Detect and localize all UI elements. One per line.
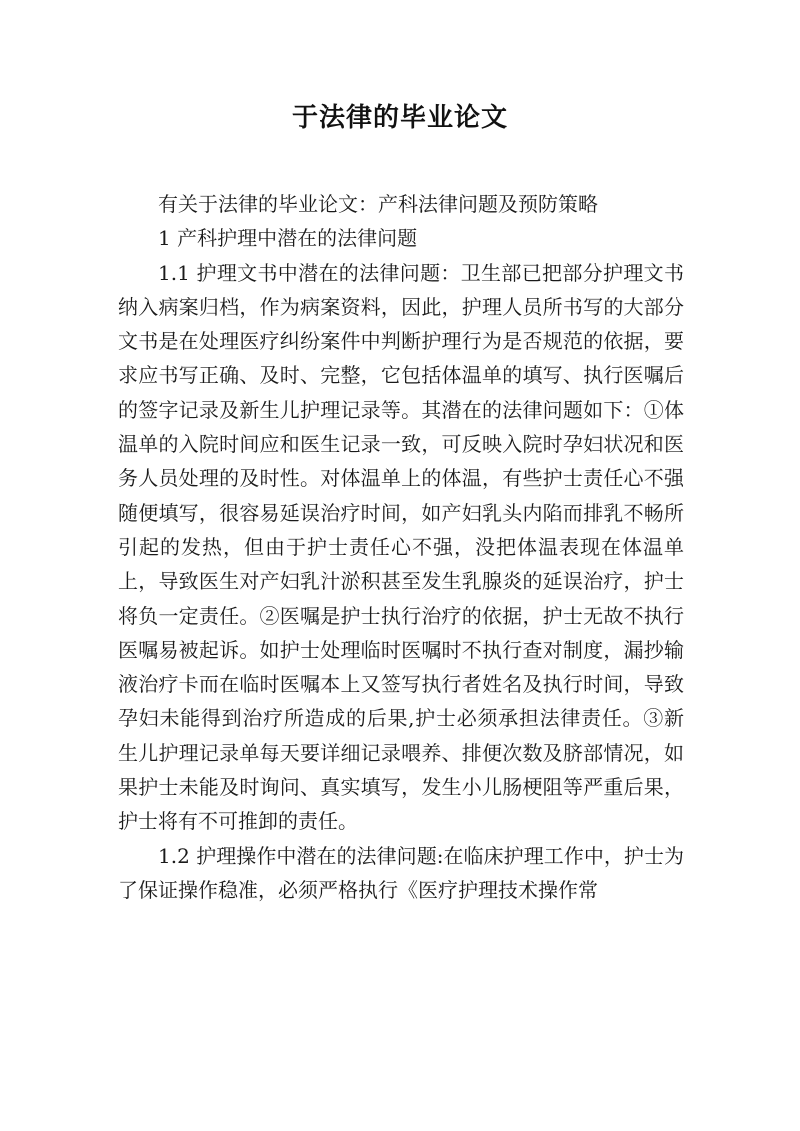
paragraph-section-1-2: 1.2 护理操作中潜在的法律问题:在临床护理工作中，护士为了保证操作稳准，必须严格执行《医疗护理技术操作常 bbox=[118, 843, 684, 902]
paragraph-section-heading: 1 产科护理中潜在的法律问题 bbox=[158, 226, 418, 251]
paragraph-subtitle: 有关于法律的毕业论文：产科法律问题及预防策略 bbox=[158, 192, 598, 216]
paragraph-section-1-1: 1.1 护理文书中潜在的法律问题：卫生部已把部分护理文书纳入病案归档，作为病案资料，因此，护理人员所书写的大部分文书是在处理医疗纠纷案件中判断护理行为是否规范的依据，要求应书写正确、及时、完整，它包括体温单的填写、执行医嘱后的签字记录及新生儿护理记录等。其潜在的法律问题如下：①体温单的入院时间应和医生记录一致，可反映入院时孕妇状况和医务人员处理的及时性。对体温单上的体温，有些护士责任心不强随便填写，很容易延误治疗时间，如产妇乳头内陷而排乳不畅所引起的发热，但由于护士责任心不强，没把体温表现在体温单上，导致医生对产妇乳汁淤积甚至发生乳腺炎的延误治疗，护士将负一定责任。②医嘱是护士执行治疗的依据，护士无故不执行医嘱易被起诉。如护士处理临时医嘱时不执行查对制度，漏抄输液治疗卡而在临时医嘱本上又签写执行者姓名及执行时间，导致孕妇未能得到治疗所造成的后果,护士必须承担法律责任。③新生儿护理记录单每天要详细记录喂养、排便次数及脐部情况，如果护士未能及时询问、真实填写，发生小儿肠梗阻等严重后果，护士将有不可推卸的责任。 bbox=[118, 260, 684, 834]
document-body bbox=[118, 187, 684, 907]
document-title: 于法律的毕业论文 bbox=[291, 103, 508, 133]
